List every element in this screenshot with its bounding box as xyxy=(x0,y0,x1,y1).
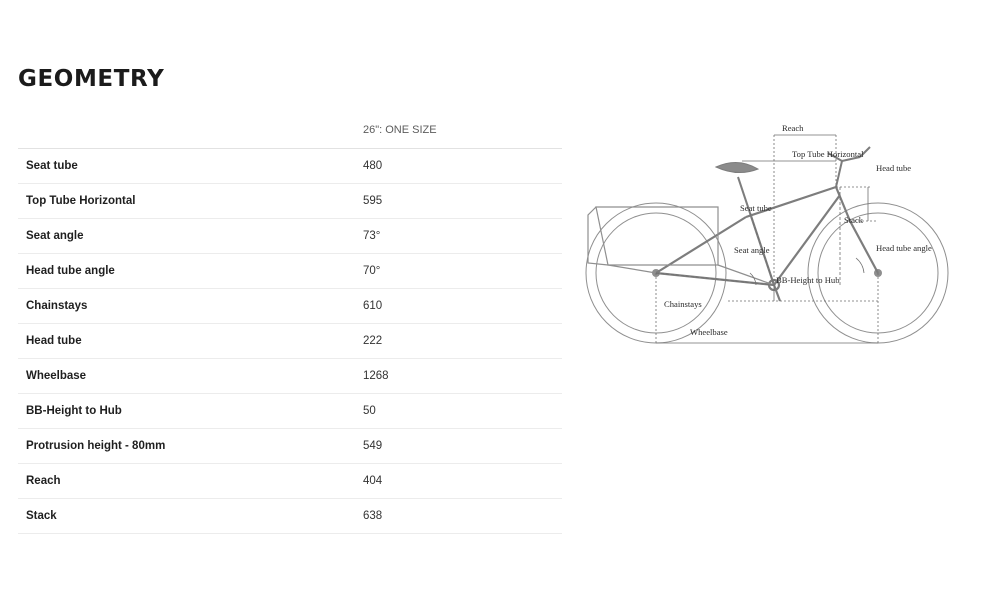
row-label: Reach xyxy=(18,464,363,499)
row-label: Stack xyxy=(18,499,363,534)
row-value: 1268 xyxy=(363,359,562,394)
row-label: Wheelbase xyxy=(18,359,363,394)
head-tube-angle-arc xyxy=(856,258,864,273)
label-seat-tube: Seat tube xyxy=(740,203,772,213)
table-row xyxy=(18,219,562,254)
row-value: 73° xyxy=(363,219,562,254)
row-label: Seat tube xyxy=(18,149,363,184)
bicycle-geometry-diagram xyxy=(578,95,988,360)
row-label: BB-Height to Hub xyxy=(18,394,363,429)
row-value: 549 xyxy=(363,429,562,464)
dimension-lines xyxy=(656,135,878,345)
table-row xyxy=(18,464,562,499)
table-row xyxy=(18,429,562,464)
table-header-row xyxy=(18,118,562,149)
geometry-table xyxy=(18,118,562,534)
row-value: 595 xyxy=(363,184,562,219)
row-label: Seat angle xyxy=(18,219,363,254)
table-row xyxy=(18,254,562,289)
row-value: 404 xyxy=(363,464,562,499)
label-bb-height-to-hub: BB-Height to Hub xyxy=(776,275,840,285)
label-stack: Stack xyxy=(844,215,864,225)
table-row xyxy=(18,324,562,359)
table-body xyxy=(18,149,562,534)
down-tube xyxy=(774,195,840,285)
table-row xyxy=(18,394,562,429)
label-seat-angle: Seat angle xyxy=(734,245,770,255)
row-value: 638 xyxy=(363,499,562,534)
row-value: 480 xyxy=(363,149,562,184)
label-wheelbase: Wheelbase xyxy=(690,327,728,337)
page-title: GEOMETRY xyxy=(18,66,165,92)
table-row xyxy=(18,184,562,219)
row-value: 70° xyxy=(363,254,562,289)
dimension-labels xyxy=(664,123,932,337)
row-value: 222 xyxy=(363,324,562,359)
table-row xyxy=(18,499,562,534)
saddle xyxy=(716,162,758,172)
row-label: Top Tube Horizontal xyxy=(18,184,363,219)
label-chainstays: Chainstays xyxy=(664,299,702,309)
table-row xyxy=(18,289,562,324)
table-header xyxy=(18,118,562,149)
fork xyxy=(850,221,878,273)
label-head-tube-angle: Head tube angle xyxy=(876,243,932,253)
table-row xyxy=(18,359,562,394)
row-value: 610 xyxy=(363,289,562,324)
steerer xyxy=(836,161,842,187)
row-label: Head tube xyxy=(18,324,363,359)
label-reach: Reach xyxy=(782,123,804,133)
row-value: 50 xyxy=(363,394,562,429)
column-header-label xyxy=(18,118,363,149)
column-header-size: 26": ONE SIZE xyxy=(363,118,562,149)
label-head-tube: Head tube xyxy=(876,163,912,173)
row-label: Chainstays xyxy=(18,289,363,324)
label-top-tube-horizontal: Top Tube Horizontal xyxy=(792,149,864,159)
row-label: Protrusion height - 80mm xyxy=(18,429,363,464)
row-label: Head tube angle xyxy=(18,254,363,289)
table-row xyxy=(18,149,562,184)
